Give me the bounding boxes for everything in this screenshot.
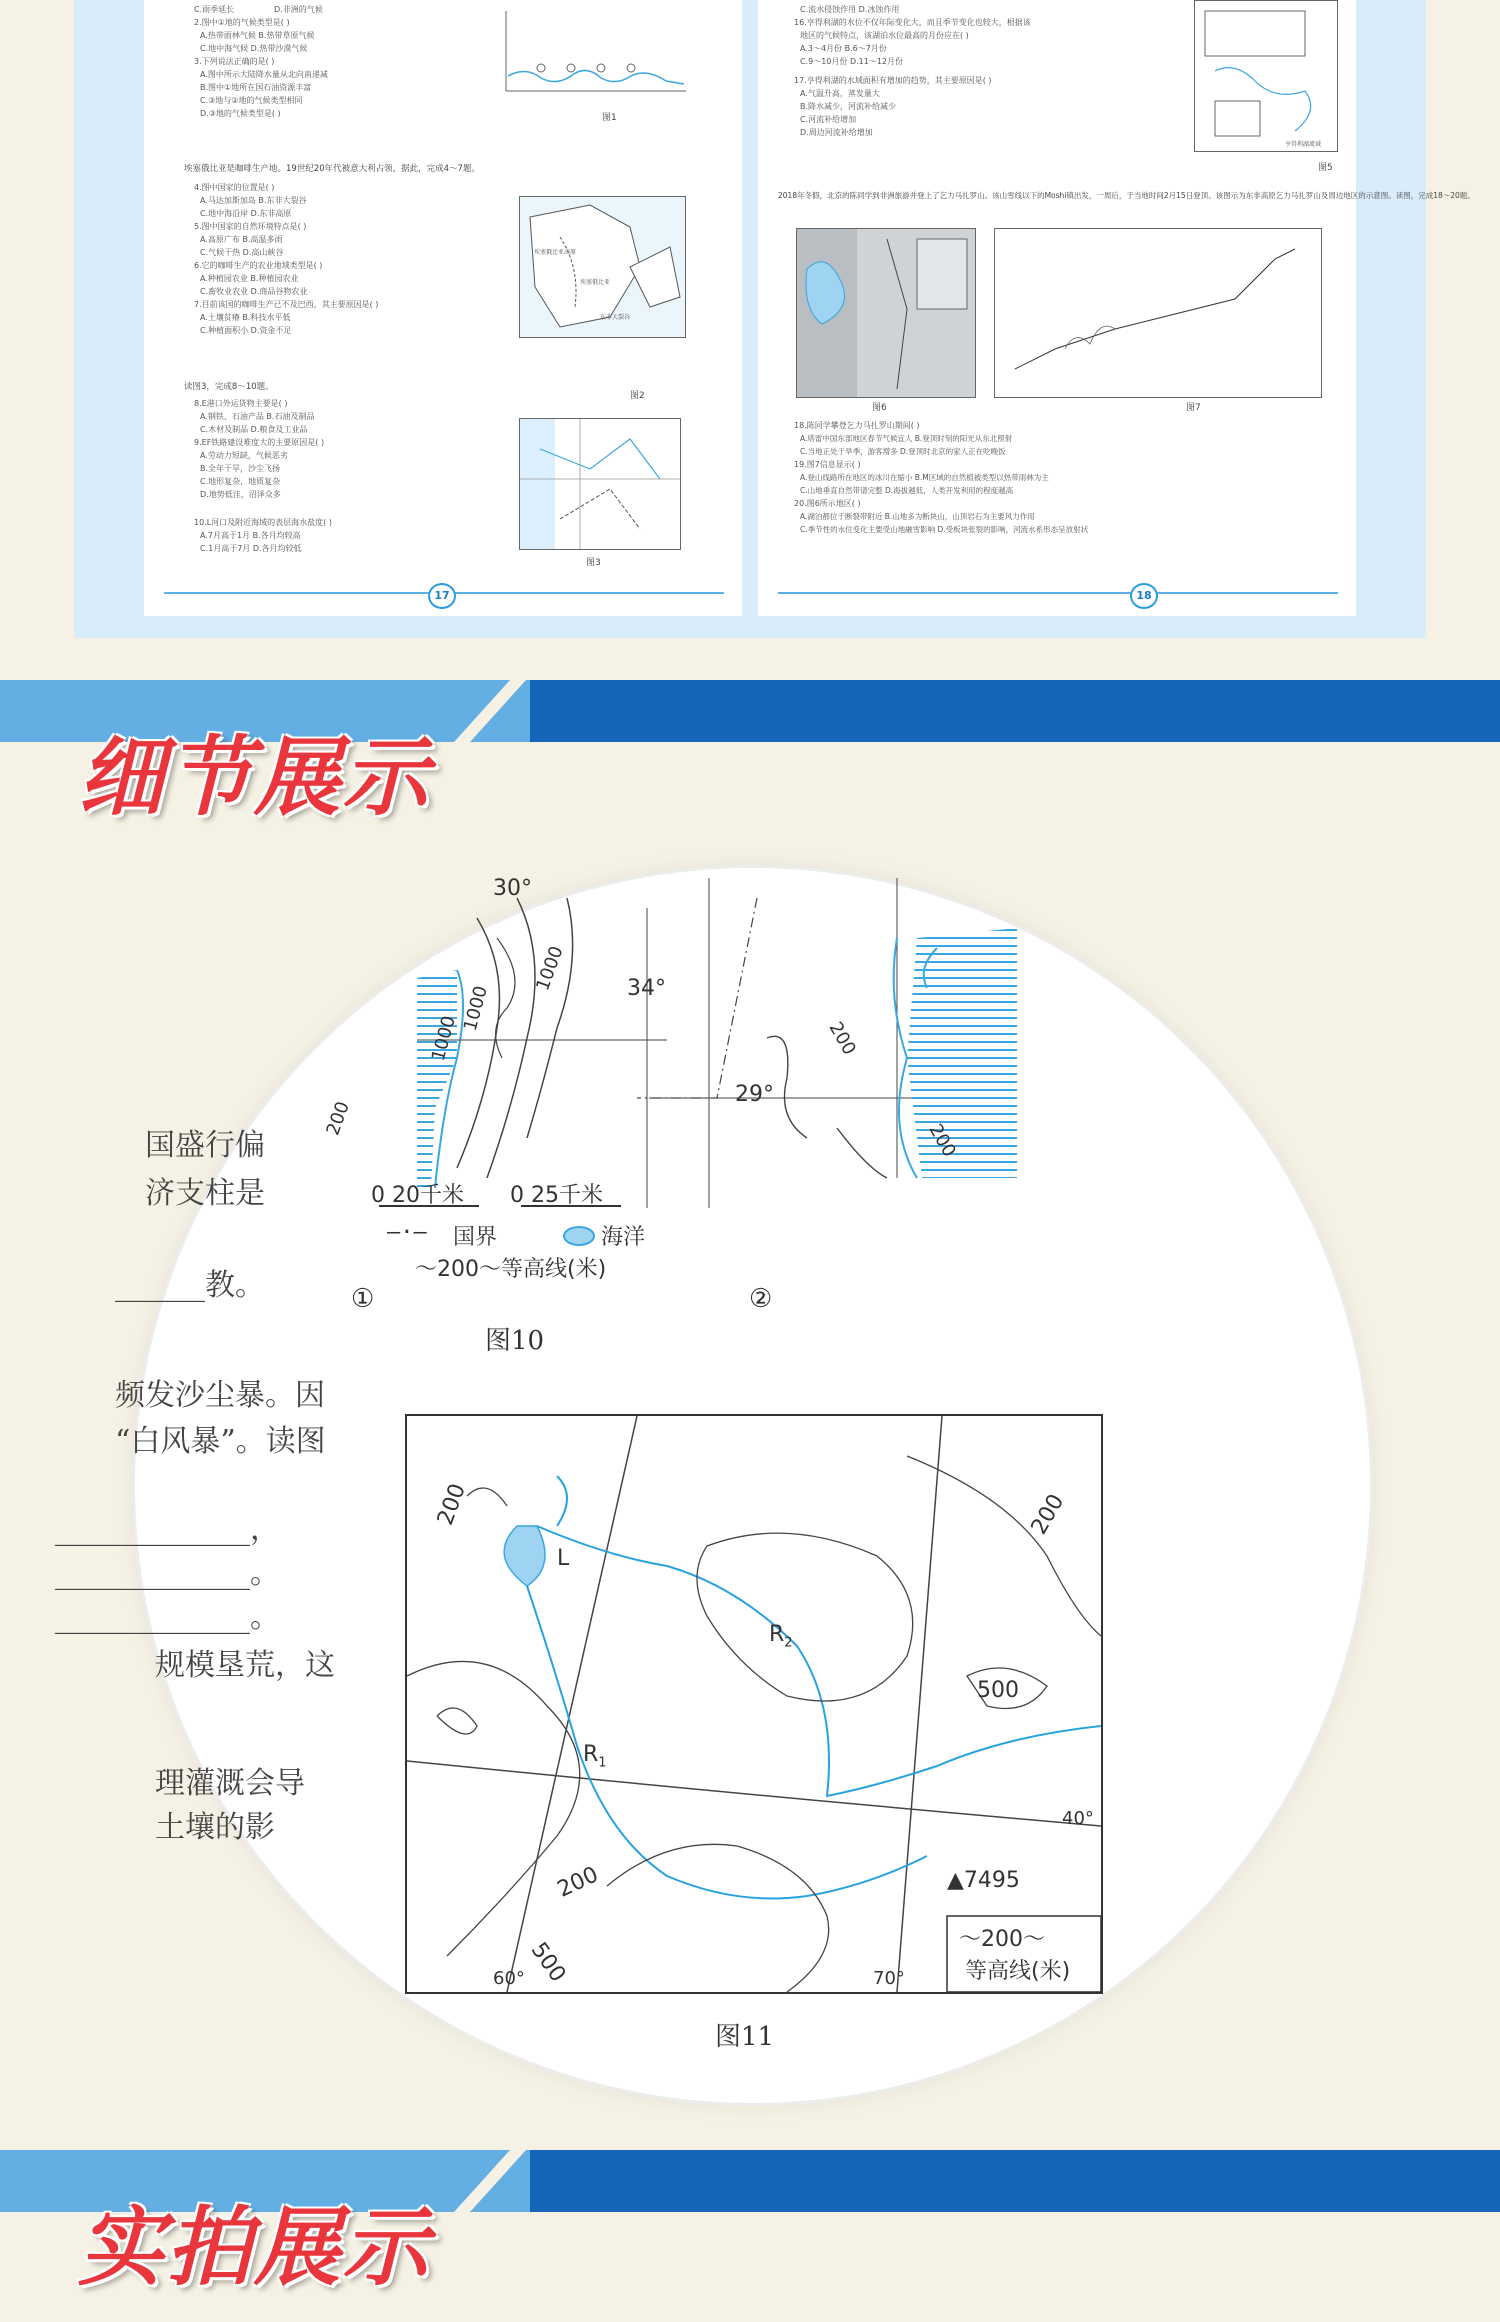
left-q-line: 9.EF铁路建设难度大的主要原因是( ) [194, 438, 325, 447]
fig10-lat-label: 29° [735, 1082, 774, 1107]
lon-70-label: 70° [873, 1968, 905, 1989]
left-q-line: 3.下列说法正确的是( ) [194, 57, 275, 66]
fig11-contour-label: 200 [433, 1480, 471, 1529]
figure-2-caption: 图2 [630, 391, 645, 401]
fig10-contour-label: 200 [824, 1018, 860, 1059]
body-text-line: 理灌溉会导 [155, 1766, 305, 1801]
left-q-line: A.钢铁、石油产品 B.石油及制品 [200, 412, 315, 421]
lon-60-label: 60° [493, 1968, 525, 1989]
left-q-line: C.地中海沿岸 D.东非高原 [200, 209, 292, 218]
left-q-line: C.③地与②地的气候类型相同 [200, 96, 303, 105]
fig10-lat-label: 34° [627, 976, 666, 1001]
figure-6-map [796, 228, 976, 398]
fig2-label: 东非大裂谷 [600, 314, 631, 321]
left-q-line: A.高原广布 B.高温多雨 [200, 235, 283, 244]
fig10-contour-label: 1000 [532, 943, 568, 994]
left-q-line: C.气候干热 D.高山峡谷 [200, 248, 284, 257]
right-q-line: 20.图6所示地区( ) [794, 499, 861, 508]
lat-40-label: 40° [1062, 1808, 1094, 1829]
figure-10-maps [417, 878, 1017, 1208]
left-q-line: B.图中①地所在国石油资源丰富 [200, 83, 312, 92]
left-q-line: 4.图中国家的位置是( ) [194, 183, 275, 192]
river-r1-label: $R_1$ [583, 1742, 607, 1771]
river-r2-label: $R_2$ [769, 1622, 793, 1651]
left-q-line: 7.目前该国的咖啡生产已不及巴西，其主要原因是( ) [194, 300, 379, 309]
figure-5-map [1194, 0, 1338, 152]
body-text-line: 国盛行偏 [145, 1128, 265, 1163]
left-q-line: A.热带雨林气候 B.热带草原气候 [200, 31, 315, 40]
right-page-rule [778, 592, 1338, 594]
right-q-line: A.气温升高，蒸发量大 [800, 89, 880, 98]
left-page [144, 0, 742, 616]
right-q-line: C.当地正处于旱季，游客增多 D.登顶时北京的家人正在吃晚饭 [800, 447, 1006, 456]
right-q-line: C.季节性的水位变化主要受山地融雪影响 D.受板块张裂的影响，河流水系形态呈放射状 [800, 525, 1089, 534]
figure-10-caption: 图10 [485, 1326, 545, 1356]
fig10-contour-label: 1000 [459, 983, 492, 1034]
right-q-line: 地区的气候特点，该湖泊水位最高的月份应在( ) [800, 31, 969, 40]
map-marker-1: ① [351, 1284, 375, 1314]
body-text-line: 土壤的影 [155, 1810, 275, 1845]
fig2-label: 埃塞俄比亚高原 [534, 249, 577, 256]
figure-11-map [405, 1414, 1103, 1994]
ocean-legend-swatch [563, 1226, 595, 1246]
left-q-line: 10.L河口及附近海域的表层海水盐度( ) [194, 518, 332, 527]
left-q-line: 5.图中国家的自然环境特点是( ) [194, 222, 307, 231]
body-text-line: ______教。 [115, 1268, 265, 1303]
contour-legend-line: ～200～ [959, 1927, 1045, 1952]
fig10-contour-label: 200 [322, 1098, 354, 1139]
right-q-line: A.3～4月份 B.6～7月份 [800, 44, 887, 53]
right-q-line: A.湖泊都位于断裂带附近 B.山地多为断块山，山顶岩石为主要风力作用 [800, 512, 1035, 521]
fig10-scale-1: 0 20千米 [371, 1183, 464, 1208]
magnified-detail-circle [55, 868, 1370, 2103]
left-q-line: B.全年干旱，沙尘飞扬 [200, 464, 281, 473]
fig11-contour-label: 200 [553, 1862, 603, 1903]
body-text-line: “白风暴”。读图 [115, 1424, 326, 1459]
left-q-line: D.③地的气候类型是( ) [200, 109, 281, 118]
right-q-line: C.山地垂直自然带谱完整 D.海拔越低，人类开发利用的程度越高 [800, 486, 1014, 495]
body-text-line: 规模垦荒，这 [155, 1648, 335, 1683]
legend-border-label: 国界 [453, 1225, 498, 1250]
figure-1-caption: 图1 [602, 113, 617, 123]
fig11-contour-label: 500 [977, 1678, 1019, 1703]
left-q-line: A.马达加斯加岛 B.东非大裂谷 [200, 196, 307, 205]
fig10-contour-label: 1000 [427, 1013, 460, 1064]
left-q-line: A.土壤贫瘠 B.科技水平低 [200, 313, 291, 322]
left-q-line: 6.它的咖啡生产的农业地域类型是( ) [194, 261, 323, 270]
left-q-line: A.劳动力短缺，气候恶劣 [200, 451, 288, 460]
right-q-line: 17.亨得利湖的水域面积有增加的趋势，其主要原因是( ) [794, 76, 992, 85]
right-q-line: D.周边河流补给增加 [800, 128, 873, 137]
fig2-label: 埃塞俄比亚 [580, 279, 611, 286]
left-q-line: C.畜牧业农业 D.商品谷物农业 [200, 287, 308, 296]
fig5-label: 亨得利湖流域 [1285, 141, 1322, 148]
fig10-contour-label: 200 [924, 1120, 960, 1161]
left-q-line: C.种植面积小 D.资金不足 [200, 326, 292, 335]
figure-3-caption: 图3 [586, 558, 601, 568]
right-q-line: C.流水侵蚀作用 D.冰蚀作用 [800, 5, 900, 14]
fig10-scale-2: 0 25千米 [510, 1183, 603, 1208]
right-q-line: C.9～10月份 D.11～12月份 [800, 57, 904, 66]
right-q-line: 18.陈同学攀登乞力马扎罗山期间( ) [794, 421, 920, 430]
left-q-line: C.地中海气候 D.热带沙漠气候 [200, 44, 308, 53]
workbook-spread [74, 0, 1475, 638]
right-q-line: A.塔雷中国东部地区春节气候宜人 B.登顶时刻的阳光从东北照射 [800, 434, 1013, 443]
left-q-line: C.雨季延长 [194, 5, 235, 14]
body-text-line: _____________， [55, 1512, 280, 1547]
left-q-line: C.地形复杂，地质复杂 [200, 477, 281, 486]
figure-2-map [519, 196, 686, 338]
contour-legend-text: 等高线(米) [965, 1959, 1071, 1984]
right-q-line: A.登山线路所在地区的冰川在缩小 B.M区域的自然植被类型以热带雨林为主 [800, 473, 1049, 482]
left-intro-2: 读图3，完成8～10题。 [184, 382, 274, 392]
figure-3-map [519, 418, 681, 550]
peak-elevation-label: ▲7495 [947, 1868, 1020, 1893]
lake-label: L [557, 1546, 570, 1571]
left-q-line: C.1月高于7月 D.各月均较低 [200, 544, 302, 553]
page-number-right: 18 [1130, 583, 1158, 609]
fig11-contour-label: 500 [525, 1938, 571, 1987]
left-q-line: A.图中所示大陆降水量从北向南递减 [200, 70, 328, 79]
figure-5-caption: 图5 [1318, 163, 1333, 173]
figure-11-caption: 图11 [715, 2022, 775, 2052]
left-q-line: D.地势低洼，沼泽众多 [200, 490, 281, 499]
right-q-line: 19.图7信息显示( ) [794, 460, 861, 469]
fig11-contour-label: 200 [1026, 1490, 1070, 1539]
fig10-lat-label: 30° [493, 876, 532, 901]
figure-6-caption: 图6 [872, 403, 887, 413]
body-text-line: 济支柱是 [145, 1176, 265, 1211]
body-text-line: 频发沙尘暴。因 [115, 1378, 325, 1413]
left-q-line: 8.E港口外运货物主要是( ) [194, 399, 288, 408]
figure-7-caption: 图7 [1186, 403, 1201, 413]
legend-ocean-label: 海洋 [601, 1225, 646, 1250]
legend-contour-label: ～200～等高线(米) [415, 1257, 607, 1282]
real-banner-title: 实拍展示 [78, 2198, 430, 2298]
right-page [758, 0, 1475, 616]
right-q-line: 16.亨得利湖的水位不仅年际变化大，而且季节变化也较大，根据该 [794, 18, 1031, 27]
border-legend-line: —·— [387, 1220, 427, 1245]
page-number-left: 17 [428, 583, 456, 609]
body-text-line: _____________。 [55, 1600, 280, 1635]
figure-7-map [994, 228, 1322, 398]
figure-1-profile [496, 6, 696, 106]
left-q-line: C.木材及制品 D.粮食及工业品 [200, 425, 308, 434]
left-intro: 埃塞俄比亚是咖啡生产地。19世纪20年代被意大利占领，据此，完成4～7题。 [184, 164, 480, 174]
left-q-line: 2.图中①地的气候类型是( ) [194, 18, 290, 27]
right-q-line: C.河流补给增加 [800, 115, 857, 124]
map-marker-2: ② [749, 1284, 773, 1314]
right-q-line: B.降水减少，河流补给减少 [800, 102, 897, 111]
right-intro: 2018年冬假，北京的陈同学到非洲旅游并登上了乞力马扎罗山。该山雪线以下的Moshi镇出发，一周后，于当地时间2月15日登顶。该图示为东非高原乞力马扎罗山及周边地区的示意图。读图，完成18～20题。 [778, 191, 1475, 200]
detail-banner-title: 细节展示 [78, 728, 430, 828]
left-q-line: A.7月高于1月 B.各月均较高 [200, 531, 301, 540]
body-text-line: _____________。 [55, 1556, 280, 1591]
left-q-line: D.非洲的气候 [274, 5, 323, 14]
left-q-line: A.种植园农业 B.种植园农业 [200, 274, 299, 283]
